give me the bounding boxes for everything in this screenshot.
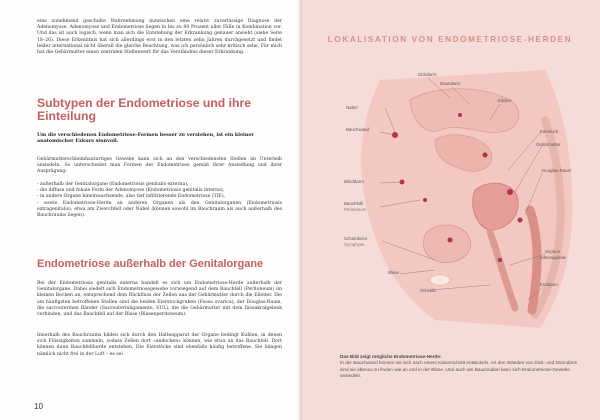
lesion-dot: [498, 258, 502, 262]
label-scheide: Scheide: [420, 288, 436, 293]
label-bauchwand: Bauchwand: [346, 127, 369, 132]
label-blinddarm: Blinddarm: [344, 179, 364, 184]
label-septum: Septum: [545, 249, 561, 254]
right-page: [300, 0, 600, 420]
lesion-dot: [423, 198, 427, 202]
intro-paragraph: eine zunehmend geschulte Wahrnehmung inzwischen eine relativ zuverlässige Diagnose der Adenomyose. Adenomyose und Endometriose liegen in bis zu 80 Prozent aller Fälle in Kombination vor. Und das ist auch logisch, wenn man sich die Entstehung der Erkrankung genauer ansieht (siehe Seite 18–26). Diese Erkenntnis hat sich allerdings erst in den letzten zehn Jahren durchgesetzt und findet leider international nicht überall die gleiche Beachtung, was ich persönlich sehr kritisch sehe. Für mich hat die Gebärmutter einen zentralen Stellenwert für das Verständnis dieser Erkrankung.: [37, 19, 282, 56]
lesion-dot: [507, 189, 513, 195]
lesion-dot: [518, 218, 523, 223]
label-douglas-raum: Douglas-Raum: [542, 168, 572, 173]
lead-text: Um die verschiedenen Endometriose-Formen besser zu verstehen, ist ein kleiner anatomischer Exkurs sinnvoll.: [37, 132, 254, 145]
subtype-list: [37, 182, 282, 219]
list-item: - in andere Organe hineinwachsende, also tief infiltrierende Endometriose (TIE),: [37, 194, 226, 200]
label-dickdarm: Dickdarm: [418, 72, 437, 77]
label-eierstock: Eierstock: [540, 129, 559, 134]
label-bauchfell: Bauchfell/: [344, 201, 364, 206]
label-blase: Blase: [388, 270, 399, 275]
blase-shape: [423, 225, 470, 263]
label-peritoneum: Peritoneum: [344, 207, 367, 212]
lesion-dot: [458, 113, 462, 117]
caption-text: In der Bauchwand können sie sich nach einem Kaiserschnitt entwickeln. An den Wänden von Dick- und Dünndarm sind sie ebenso zu finden wie an und in der Blase. Und auch am Bauchnabel kann sich Endometriose-Gewebe ansiedeln.: [340, 360, 578, 379]
label-rektovaginale: rektovaginale: [540, 255, 567, 260]
book-gutter: [296, 0, 304, 420]
label-enddarm: Enddarm: [540, 282, 558, 287]
schambein-shape: [430, 275, 450, 285]
illustration-caption: [340, 354, 580, 380]
label-gebaermutter: Gebärmutter: [536, 142, 561, 147]
label-nabel: Nabel: [346, 105, 358, 110]
illustration-title: LOKALISATION VON ENDOMETRIOSE-HERDEN: [327, 35, 573, 44]
outside-paragraph-2: Innerhalb des Bauchraums bilden sich durch den Halteapparat der Organe bedingt Kuhlen, in denen sich Flüssigkeiten sammeln, sodass Zellen dort »andocken« können, wie etwa an das Bauchfell. Dort können dann Bauchfellherde entstehen. Die Eierstöcke sind ebenfalls häufig betroffene. Sie hängen nämlich nicht frei in der Luft – es sei: [37, 333, 282, 357]
list-item: - außerhalb der Genitalorgane (Endometriosis genitalis externa),: [37, 182, 189, 187]
list-item: - sowie Endometriose-Herde an anderen Organen als den Genitalorganen (Endometriosis extragenitalis), etwa am Zwerchfell oder Nabel (können sowohl im Bauchraum als auch außerhalb des Bauchraums liegen).: [37, 200, 282, 219]
list-item: - die diffuse und fokale Form der Adenomyose (Endometriosis genitalis interna),: [37, 188, 225, 194]
label-symphyse: Symphyse: [344, 242, 365, 247]
heading-subtypes: Subtypen der Endometriose und ihre Einteilung: [37, 96, 251, 123]
pelvis-illustration: [340, 60, 585, 345]
caption-title: Das Bild zeigt mögliche Endometriose-Herde:: [340, 354, 442, 359]
lesion-dot: [448, 238, 453, 243]
label-eileiter: Eileiter: [498, 98, 512, 103]
heading-outside: Endometriose außerhalb der Genitalorgane: [37, 258, 264, 270]
page-number: 10: [34, 402, 43, 411]
lesion-dot: [483, 153, 488, 158]
body-paragraph: Gebärmutterschleimhautartiges Gewebe kann sich an den verschiedensten Stellen im Unterleib ansiedeln. So unterscheidet man Formen der Endometriose gemäß ihrer Ansiedlung und ihrer Ausprägung:: [37, 157, 282, 175]
label-schambein: Schambein/: [344, 236, 368, 241]
outside-paragraph: Bei der Endometriosis genitalis externa handelt es sich um Endometriose-Herde außerhalb der Genitalorgane. Dabei siedelt sich Endometriosegewebe vorwiegend auf dem Bauchfell (Peritoneum) im kleinen Becken an, entsprechend dem Rückfluss der Zellen aus der Gebärmutter durch die Eileiter. Die am häufigsten betroffenen Stellen sind die beiden Eierstockgruben (Fossa ovarica), der Douglas-Raum, die sacrouterinen Bänder (Sacrouterinligamente, SUL), die die Gebärmutter mit dem Iliosakralgelenk verbinden, und das Bauchfell auf der Blase (Blasenperitoneum).: [37, 281, 282, 318]
label-duenndarm: Dünndarm: [440, 81, 461, 86]
